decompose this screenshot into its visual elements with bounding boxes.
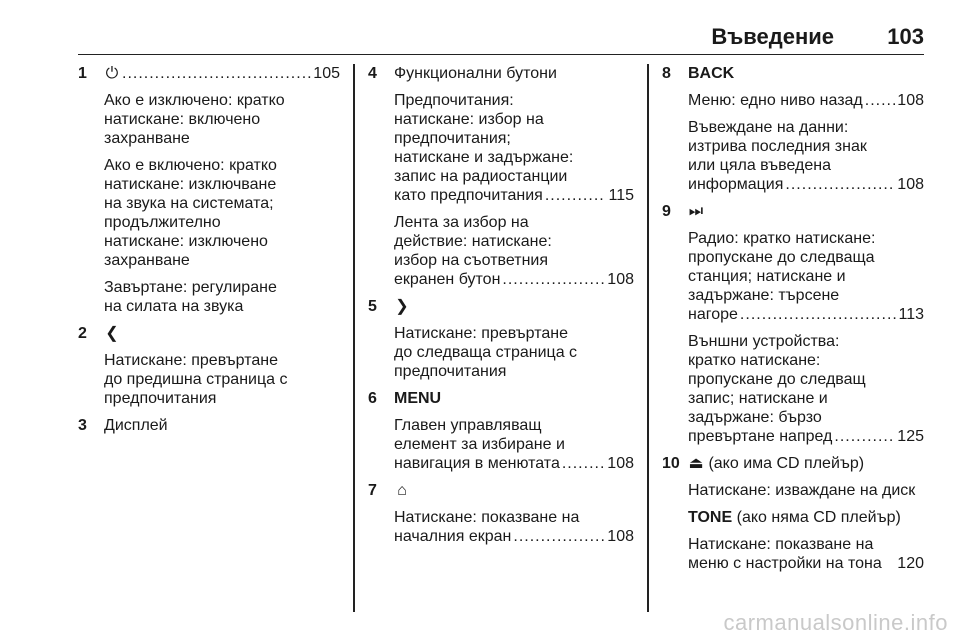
- description: Предпочитания: натискане: избор на предпочитания; натискане и задържане: запис на радиостанции като предпочитания ..... 115: [394, 91, 634, 205]
- item-4: [368, 64, 634, 289]
- watermark: carmanualsonline.info: [723, 610, 948, 635]
- page-ref: 108: [607, 528, 634, 545]
- tone-heading: TONE (ако няма CD плейър): [688, 509, 901, 526]
- page-ref: 125: [897, 428, 924, 445]
- column-1: [78, 64, 340, 612]
- item-number: 1: [78, 65, 87, 82]
- description: Ако е включено: кратко натискане: изключване на звука на системата; продължително натискане: изключено захранване: [104, 157, 277, 269]
- column-divider: [353, 64, 355, 612]
- item-number: 5: [368, 298, 377, 315]
- next-track-icon: ⏭: [688, 203, 704, 220]
- item-10: [662, 454, 924, 573]
- item-1: [78, 64, 340, 316]
- chevron-right-icon: ❯: [395, 298, 409, 315]
- description: Радио: кратко натискане: пропускане до следваща станция; натискане и задържане: търсене нагоре ..... 113: [688, 229, 924, 324]
- description: Натискане: превъртане до следваща страница с предпочитания: [394, 325, 578, 380]
- item-number: 2: [78, 325, 87, 342]
- eject-icon: ⏏: [688, 455, 704, 472]
- page-ref: 105: [313, 65, 340, 82]
- description: Натискане: превъртане до предишна страница с предпочитания: [104, 352, 288, 407]
- description: Външни устройства: кратко натискане: пропускане до следващ запис; натискане и задържане: бързо превъртане напред ..... 125: [688, 332, 924, 446]
- item-7: [368, 481, 634, 546]
- column-divider: [647, 64, 649, 612]
- item-5: [368, 297, 634, 381]
- page-ref: 120: [897, 555, 924, 572]
- item-9: [662, 202, 924, 446]
- page-ref: 108: [607, 455, 634, 472]
- item-3: [78, 416, 340, 435]
- power-icon: ⏻: [105, 65, 119, 82]
- item-label: Функционални бутони: [394, 65, 557, 82]
- item-label: MENU: [394, 390, 442, 407]
- item-number: 10: [662, 455, 680, 472]
- description: Натискане: показване на началния екран ..... 108: [394, 508, 634, 546]
- description: Меню: едно ниво назад ..... 108: [688, 91, 924, 110]
- item-number: 9: [662, 203, 671, 220]
- description: Натискане: изваждане на диск: [688, 482, 916, 499]
- description: Завъртане: регулиране на силата на звука: [104, 279, 277, 315]
- item-number: 3: [78, 417, 87, 434]
- description: Натискане: показване на меню с настройки на тона 120: [688, 536, 924, 572]
- item-label: (ако има CD плейър): [708, 455, 865, 472]
- column-2: [368, 64, 634, 612]
- item-2: [78, 324, 340, 408]
- item-number: 6: [368, 390, 377, 407]
- page-ref: 108: [897, 92, 924, 109]
- page-number: 103: [887, 24, 924, 49]
- description: Лента за избор на действие: натискане: избор на съответния екранен бутон ..... 108: [394, 213, 634, 289]
- home-icon: ⌂: [397, 482, 407, 499]
- item-label: BACK: [688, 65, 735, 82]
- description: Ако е изключено: кратко натискане: включено захранване: [104, 92, 285, 147]
- item-8: [662, 64, 924, 194]
- chapter-title: Въведение: [711, 24, 834, 49]
- page-header: [78, 24, 924, 55]
- item-number: 4: [368, 65, 377, 82]
- description: Главен управляващ елемент за избиране и навигация в менютата ..... 108: [394, 416, 634, 473]
- item-number: 7: [368, 482, 377, 499]
- chevron-left-icon: ❮: [105, 325, 119, 342]
- page-ref: 108: [897, 176, 924, 193]
- item-label: Дисплей: [104, 417, 168, 434]
- item-6: [368, 389, 634, 473]
- page-ref: 113: [898, 306, 924, 323]
- tone-label: TONE: [688, 509, 733, 526]
- description: Въвеждане на данни: изтрива последния знак или цяла въведена информация ..... 108: [688, 118, 924, 194]
- column-3: [662, 64, 924, 612]
- item-number: 8: [662, 65, 671, 82]
- page-ref: 108: [607, 271, 634, 288]
- page-ref: 115: [608, 187, 634, 204]
